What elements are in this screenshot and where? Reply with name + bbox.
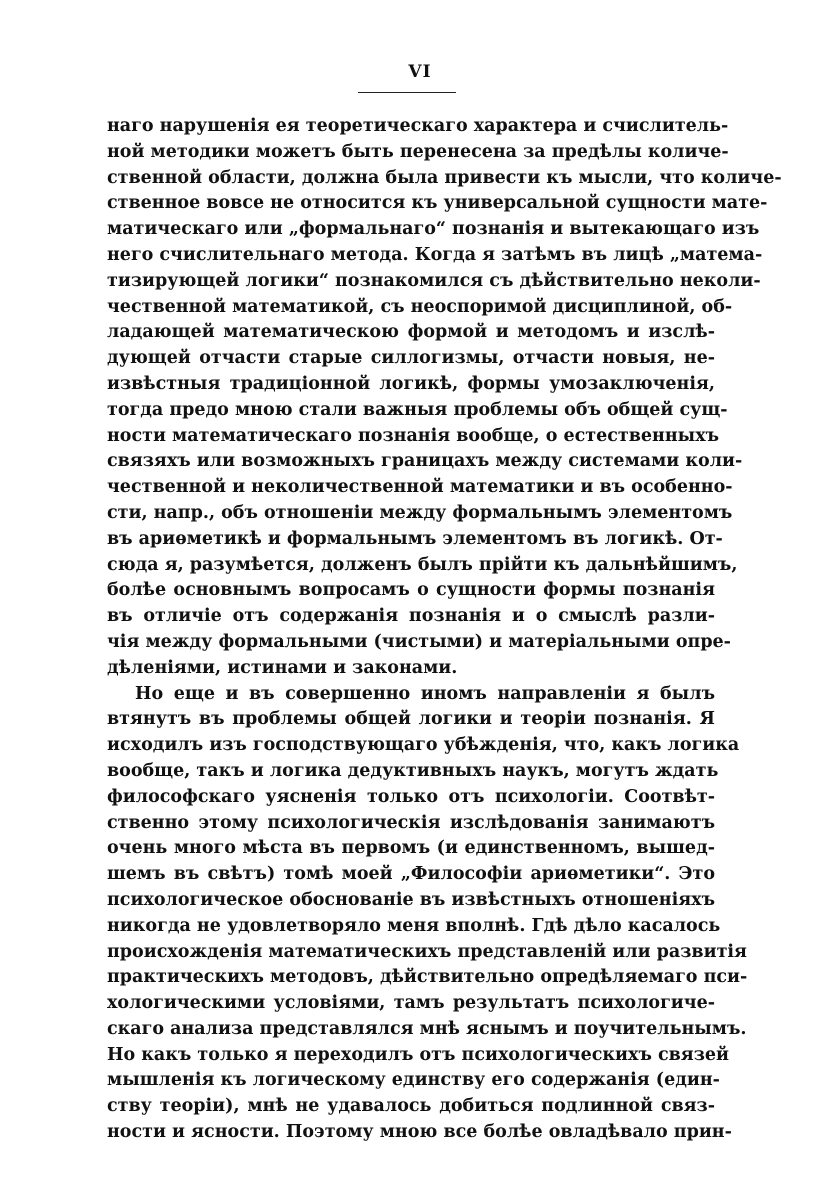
text-line: ству теоріи), мнѣ не удавалось добиться подлинной связ-: [107, 1096, 715, 1117]
text-line: связяхъ или возможныхъ границахъ между системами коли-: [107, 451, 743, 472]
text-line: исходилъ изъ господствующаго убѣжденія, что, какъ логика: [107, 735, 740, 756]
text-line: философскаго уясненія только отъ психологіи. Соотвѣт-: [107, 786, 715, 807]
text-line: ственной области, должна была привести къ мысли, что количе-: [107, 167, 782, 188]
text-line: мышленія къ логическому единству его содержанія (един-: [107, 1070, 720, 1091]
text-line: тогда предо мною стали важныя проблемы объ общей сущ-: [107, 399, 728, 420]
text-line: практическихъ методовъ, дѣйствительно опредѣляемаго пси-: [107, 967, 748, 988]
text-line: ности математическаго познанія вообще, о естественныхъ: [107, 425, 720, 446]
text-line: въ отличіе отъ содержанія познанія и о смыслѣ разли-: [107, 606, 715, 627]
text-line: матическаго или „формальнаго“ познанія и вытекающаго изъ: [107, 219, 760, 240]
text-line: тизирующей логики“ познакомился съ дѣйствительно неколи-: [107, 270, 761, 291]
text-line: втянутъ въ проблемы общей логики и теоріи познанія. Я: [107, 709, 715, 730]
body-text: [107, 114, 782, 1146]
page-header: [0, 62, 840, 82]
text-line: хологическими условіями, тамъ результатъ психологиче-: [107, 993, 715, 1014]
text-line: дующей отчасти старые силлогизмы, отчасти новыя, не-: [107, 348, 715, 369]
text-line: психологическое обоснованіе въ извѣстныхъ отношеніяхъ: [107, 889, 716, 910]
text-line: сти, напр., объ отношеніи между формальнымъ элементомъ: [107, 502, 733, 523]
text-line: ственное вовсе не относится къ универсальной сущности мате-: [107, 193, 768, 214]
text-line: чія между формальными (чистыми) и матеріальными опре-: [107, 631, 731, 652]
header-rule: [358, 92, 456, 93]
text-line: ственно этому психологическія изслѣдованія занимаютъ: [107, 812, 715, 833]
text-line: очень много мѣста въ первомъ (и единственномъ, вышед-: [107, 838, 715, 859]
text-line: наго нарушенія ея теоретическаго характера и счислитель-: [107, 116, 729, 136]
text-line: Но какъ только я переходилъ отъ психологическихъ связей: [107, 1044, 729, 1065]
text-line-split: него счислительнаго метода. Когда я затѣмъ въ лицѣ „матема-: [107, 244, 763, 265]
text-line: въ ариѳметикѣ и формальнымъ элементомъ въ логикѣ. От-: [107, 528, 723, 549]
text-line: происхожденія математическихъ представленій или развитія: [107, 941, 747, 962]
text-line: сюда я, разумѣется, долженъ былъ прійти къ дальнѣйшимъ,: [107, 554, 738, 575]
text-line: никогда не удовлетворяло меня вполнѣ. Гдѣ дѣло касалось: [107, 915, 721, 936]
text-line: Но еще и въ совершенно иномъ направленіи я былъ: [135, 683, 715, 704]
text-line: ной методики можетъ быть перенесена за предѣлы количе-: [107, 141, 729, 162]
text-line: ности и ясности. Поэтому мною все болѣе овладѣвало прин-: [107, 1122, 732, 1143]
text-line: чественной математикой, съ неоспоримой дисциплиной, об-: [107, 296, 733, 317]
text-line: ладающей математическою формой и методомъ и изслѣ-: [107, 322, 715, 343]
text-line: дѣленіями, истинами и законами.: [107, 657, 458, 678]
text-line: шемъ въ свѣтъ) томѣ моей „Философіи ариѳметики“. Это: [107, 864, 715, 885]
text-line: чественной и неколичественной математики и въ особенно-: [107, 477, 733, 498]
page-number: VI: [408, 62, 432, 82]
text-line: болѣе основнымъ вопросамъ о сущности формы познанія: [107, 580, 715, 601]
text-line: вообще, такъ и логика дедуктивныхъ наукъ, могутъ ждать: [107, 760, 719, 781]
text-line: скаго анализа представлялся мнѣ яснымъ и поучительнымъ.: [107, 1018, 747, 1039]
text-line: извѣстныя традиціонной логикѣ, формы умозаключенія,: [107, 373, 715, 394]
